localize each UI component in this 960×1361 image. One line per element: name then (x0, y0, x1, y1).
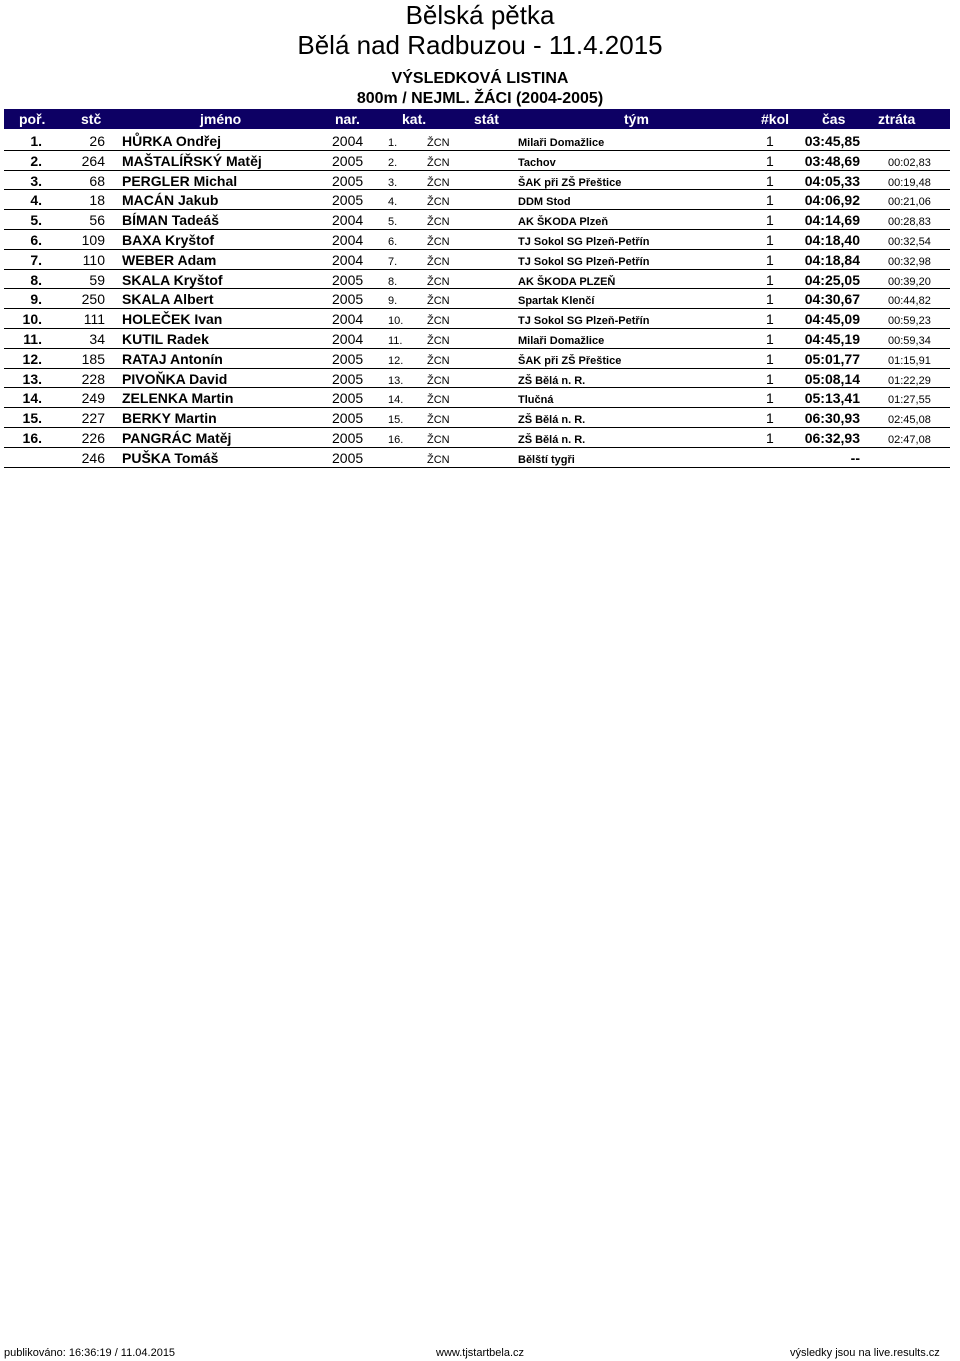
birth-year-cell: 2005 (332, 410, 364, 427)
team-cell: ZŠ Bělá n. R. (518, 414, 586, 427)
time-cell: 05:08,14 (804, 370, 860, 387)
rank-cell: 11. (23, 330, 42, 347)
time-cell: 04:06,92 (804, 192, 860, 209)
table-row (4, 349, 950, 369)
bib-cell: 228 (81, 370, 105, 387)
rank-cell: 5. (30, 212, 42, 229)
header-rank: poř. (19, 111, 46, 127)
category-cell: ŽCN (427, 394, 450, 407)
bib-cell: 110 (82, 251, 105, 268)
birth-year-cell: 2004 (332, 212, 364, 229)
bib-cell: 246 (81, 449, 105, 466)
category-cell: ŽCN (427, 315, 450, 328)
category-cell: ŽCN (427, 414, 450, 427)
bib-cell: 59 (89, 271, 105, 288)
time-cell: 04:25,05 (804, 271, 860, 288)
category-cell: ŽCN (427, 453, 450, 466)
team-cell: TJ Sokol SG Plzeň-Petřín (518, 315, 650, 328)
category-rank-cell: 13. (388, 374, 404, 387)
laps-cell: 1 (766, 311, 774, 328)
name-cell: RATAJ Antonín (122, 350, 223, 367)
table-row (4, 388, 950, 408)
time-cell: 04:18,84 (804, 251, 860, 268)
birth-year-cell: 2004 (332, 231, 364, 248)
category-rank-cell: 5. (388, 216, 398, 229)
time-loss-cell: 02:47,08 (888, 433, 931, 446)
name-cell: KUTIL Radek (122, 330, 209, 347)
bib-cell: 34 (89, 330, 105, 347)
bib-cell: 18 (89, 192, 105, 209)
time-loss-cell: 00:59,23 (888, 315, 931, 328)
time-loss-cell: 01:27,55 (888, 394, 931, 407)
time-cell: -- (850, 449, 860, 466)
team-cell: ZŠ Bělá n. R. (518, 374, 586, 387)
team-cell: Milaři Domažlice (518, 137, 605, 149)
bib-cell: 111 (83, 311, 105, 328)
category-rank-cell: 1. (388, 137, 398, 149)
rank-cell: 15. (22, 410, 42, 427)
team-cell: Tachov (518, 156, 556, 169)
laps-cell: 1 (766, 172, 774, 189)
category-rank-cell: 4. (388, 196, 398, 209)
laps-cell: 1 (766, 291, 774, 308)
team-cell: ZŠ Bělá n. R. (518, 433, 586, 446)
table-row (4, 151, 950, 171)
time-cell: 04:30,67 (804, 291, 860, 308)
category-rank-cell: 2. (388, 156, 398, 169)
laps-cell: 1 (766, 410, 774, 427)
time-loss-cell: 00:44,82 (888, 295, 931, 308)
birth-year-cell: 2005 (332, 429, 364, 446)
rank-cell: 4. (30, 192, 42, 209)
table-row (4, 270, 950, 290)
table-header (4, 109, 950, 129)
category-rank-cell: 6. (388, 235, 398, 248)
header-year: nar. (335, 111, 360, 127)
time-cell: 03:45,85 (804, 133, 860, 149)
team-cell: Bělští tygři (518, 453, 575, 466)
team-cell: TJ Sokol SG Plzeň-Petřín (518, 235, 650, 248)
category-cell: ŽCN (427, 275, 450, 288)
name-cell: BAXA Kryštof (122, 231, 215, 248)
rank-cell: 2. (30, 152, 42, 169)
header-category: kat. (402, 111, 427, 127)
time-cell: 04:45,19 (804, 330, 860, 347)
rank-cell: 10. (22, 311, 42, 328)
header-country: stát (474, 111, 499, 127)
rank-cell: 1. (30, 133, 42, 149)
results-table (4, 131, 950, 468)
event-subtitle: Bělá nad Radbuzou - 11.4.2015 (297, 30, 663, 60)
table-row (4, 210, 950, 230)
time-cell: 06:32,93 (804, 429, 860, 446)
header-name: jméno (200, 111, 242, 127)
birth-year-cell: 2005 (332, 152, 364, 169)
birth-year-cell: 2005 (332, 449, 364, 466)
team-cell: TJ Sokol SG Plzeň-Petřín (518, 255, 650, 268)
event-title: Bělská pětka (405, 0, 555, 30)
name-cell: SKALA Kryštof (122, 271, 223, 288)
category-rank-cell: 12. (388, 354, 404, 367)
laps-cell: 1 (766, 390, 774, 407)
table-row (4, 448, 950, 468)
category-cell: ŽCN (427, 334, 450, 347)
team-cell: ŠAK při ZŠ Přeštice (518, 176, 622, 189)
table-row (4, 190, 950, 210)
bib-cell: 226 (81, 429, 105, 446)
laps-cell: 1 (766, 271, 774, 288)
table-row (4, 369, 950, 389)
table-row (4, 428, 950, 448)
rank-cell: 3. (30, 172, 42, 189)
header-loss: ztráta (878, 111, 916, 127)
table-row (4, 171, 950, 191)
category-cell: ŽCN (427, 295, 450, 308)
team-cell: Milaři Domažlice (518, 334, 605, 347)
birth-year-cell: 2005 (332, 271, 364, 288)
time-loss-cell: 00:21,06 (888, 196, 931, 209)
rank-cell: 12. (22, 350, 42, 367)
laps-cell: 1 (766, 192, 774, 209)
results-link[interactable]: výsledky jsou na live.results.cz (790, 1347, 940, 1359)
category-rank-cell: 7. (388, 255, 398, 268)
birth-year-cell: 2004 (332, 330, 364, 347)
bib-cell: 109 (81, 231, 105, 248)
rank-cell: 6. (30, 231, 42, 248)
category-rank-cell: 16. (388, 433, 404, 446)
laps-cell: 1 (766, 152, 774, 169)
name-cell: PANGRÁC Matěj (122, 429, 232, 446)
name-cell: PIVOŇKA David (122, 370, 228, 387)
time-loss-cell: 00:59,34 (888, 334, 931, 347)
laps-cell: 1 (766, 133, 774, 149)
category-rank-cell: 14. (388, 394, 404, 407)
time-loss-cell: 00:19,48 (888, 176, 931, 189)
table-row (4, 131, 950, 151)
birth-year-cell: 2005 (332, 370, 364, 387)
bib-cell: 185 (81, 350, 105, 367)
table-row (4, 289, 950, 309)
laps-cell: 1 (766, 350, 774, 367)
time-cell: 05:01,77 (804, 350, 860, 367)
category-rank-cell: 10. (388, 315, 404, 328)
bib-cell: 264 (81, 152, 105, 169)
category-cell: ŽCN (427, 235, 450, 248)
category-cell: ŽCN (427, 176, 450, 189)
name-cell: PERGLER Michal (122, 172, 238, 189)
category-cell: ŽCN (427, 156, 450, 169)
laps-cell: 1 (766, 330, 774, 347)
rank-cell: 9. (30, 291, 42, 308)
time-loss-cell: 00:28,83 (888, 216, 931, 229)
name-cell: ZELENKA Martin (122, 390, 234, 407)
laps-cell: 1 (766, 231, 774, 248)
time-cell: 04:05,33 (804, 172, 860, 189)
rank-cell: 13. (22, 370, 42, 387)
rank-cell: 16. (22, 429, 42, 446)
team-cell: DDM Stod (518, 196, 571, 209)
birth-year-cell: 2005 (332, 192, 364, 209)
time-cell: 05:13,41 (804, 390, 860, 407)
birth-year-cell: 2004 (332, 251, 364, 268)
name-cell: BERKY Martin (122, 410, 217, 427)
category-cell: ŽCN (427, 354, 450, 367)
category-cell: ŽCN (427, 137, 450, 149)
name-cell: SKALA Albert (122, 291, 214, 308)
name-cell: MACÁN Jakub (122, 192, 219, 209)
bib-cell: 56 (89, 212, 105, 229)
time-cell: 06:30,93 (804, 410, 860, 427)
category-title: 800m / NEJML. ŽÁCI (2004-2005) (356, 90, 604, 107)
time-cell: 04:18,40 (804, 231, 860, 248)
bib-cell: 26 (89, 133, 105, 149)
header-laps: #kol (761, 111, 790, 127)
bib-cell: 227 (81, 410, 105, 427)
published-timestamp: publikováno: 16:36:19 / 11.04.2015 (4, 1347, 176, 1359)
team-cell: AK ŠKODA PLZEŇ (518, 275, 616, 288)
table-row (4, 250, 950, 270)
category-cell: ŽCN (427, 255, 450, 268)
header-time: čas (822, 111, 846, 127)
rank-cell: 7. (30, 251, 42, 268)
category-rank-cell: 3. (388, 176, 398, 189)
team-cell: Spartak Klenčí (518, 295, 595, 308)
category-cell: ŽCN (427, 374, 450, 387)
birth-year-cell: 2005 (332, 172, 364, 189)
team-cell: AK ŠKODA Plzeň (518, 216, 609, 229)
website-link[interactable]: www.tjstartbela.cz (436, 1347, 525, 1359)
team-cell: ŠAK při ZŠ Přeštice (518, 354, 622, 367)
birth-year-cell: 2004 (332, 311, 364, 328)
birth-year-cell: 2004 (332, 133, 364, 149)
time-loss-cell: 01:15,91 (888, 354, 931, 367)
name-cell: BÍMAN Tadeáš (122, 212, 219, 229)
birth-year-cell: 2005 (332, 390, 364, 407)
bib-cell: 249 (81, 390, 105, 407)
birth-year-cell: 2005 (332, 291, 364, 308)
name-cell: PUŠKA Tomáš (122, 449, 219, 466)
category-cell: ŽCN (427, 196, 450, 209)
results-list-title: VÝSLEDKOVÁ LISTINA (391, 70, 569, 87)
laps-cell: 1 (766, 429, 774, 446)
birth-year-cell: 2005 (332, 350, 364, 367)
bib-cell: 68 (89, 172, 105, 189)
category-rank-cell: 11. (388, 334, 403, 347)
category-rank-cell: 9. (388, 295, 398, 308)
category-cell: ŽCN (427, 216, 450, 229)
rank-cell: 8. (30, 271, 42, 288)
rank-cell: 14. (22, 390, 42, 407)
time-loss-cell: 01:22,29 (888, 374, 931, 387)
time-loss-cell: 00:32,54 (888, 235, 931, 248)
name-cell: MAŠTALÍŘSKÝ Matěj (122, 152, 262, 169)
time-cell: 04:45,09 (804, 311, 860, 328)
name-cell: HŮRKA Ondřej (122, 133, 222, 149)
team-cell: Tlučná (518, 394, 554, 407)
table-row (4, 230, 950, 250)
table-row (4, 309, 950, 329)
laps-cell: 1 (766, 370, 774, 387)
category-rank-cell: 15. (388, 414, 404, 427)
table-row (4, 329, 950, 349)
table-row (4, 408, 950, 428)
time-cell: 03:48,69 (804, 152, 860, 169)
header-bib: stč (81, 111, 102, 127)
laps-cell: 1 (766, 251, 774, 268)
name-cell: WEBER Adam (122, 251, 217, 268)
bib-cell: 250 (81, 291, 105, 308)
time-loss-cell: 02:45,08 (888, 414, 931, 427)
time-cell: 04:14,69 (804, 212, 860, 229)
time-loss-cell: 00:39,20 (888, 275, 931, 288)
category-rank-cell: 8. (388, 275, 398, 288)
time-loss-cell: 00:32,98 (888, 255, 931, 268)
time-loss-cell: 00:02,83 (888, 156, 931, 169)
header-team: tým (624, 111, 649, 127)
category-cell: ŽCN (427, 433, 450, 446)
name-cell: HOLEČEK Ivan (122, 311, 223, 328)
laps-cell: 1 (766, 212, 774, 229)
